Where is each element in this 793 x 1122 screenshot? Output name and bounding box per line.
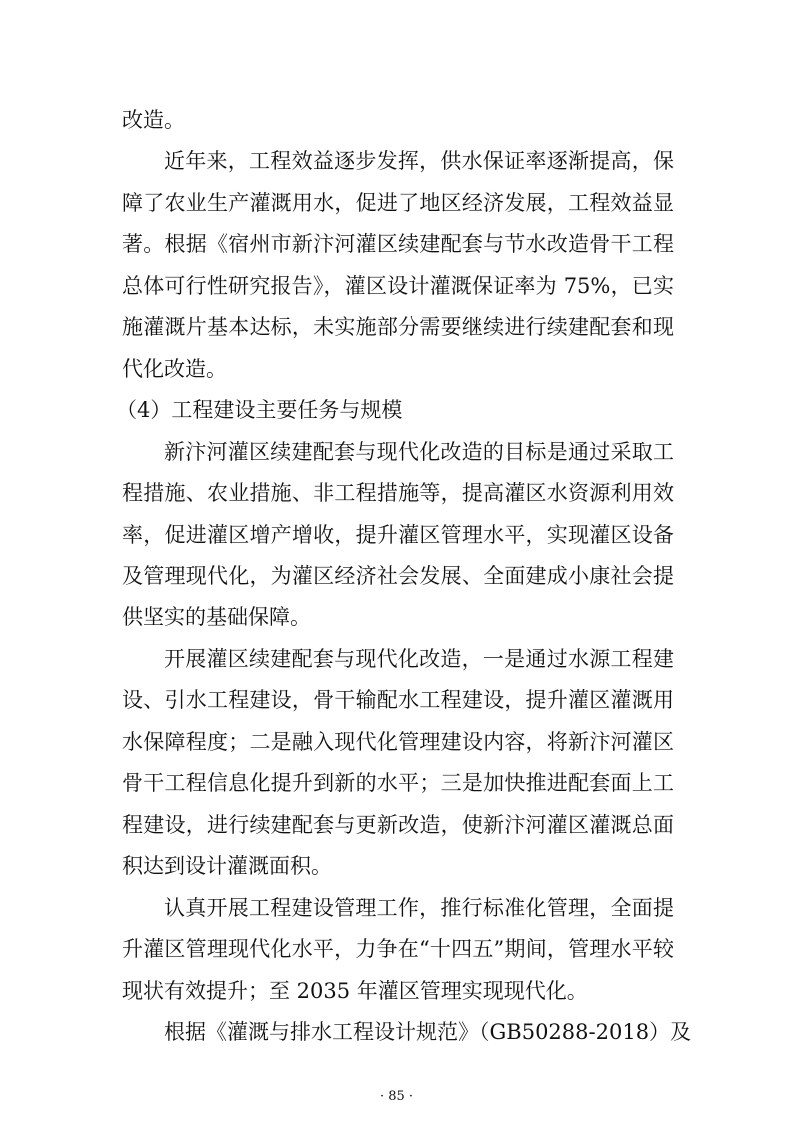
text-line: 水保障程度；二是融入现代化管理建设内容，将新汴河灌区: [122, 730, 674, 754]
text-line: 现状有效提升；至 2035 年灌区管理实现现代化。: [122, 979, 588, 1003]
paragraph-first-line: 近年来，工程效益逐步发挥，供水保证率逐渐提高，保: [164, 149, 674, 173]
text-line: 率，促进灌区增产增收，提升灌区管理水平，实现灌区设备: [122, 523, 674, 547]
paragraph-first-line: 开展灌区续建配套与现代化改造，一是通过水源工程建: [164, 647, 674, 671]
text-line: 及管理现代化，为灌区经济社会发展、全面建成小康社会提: [122, 564, 674, 588]
text-line: 骨干工程信息化提升到新的水平；三是加快推进配套面上工: [122, 771, 674, 795]
text-line: 程建设，进行续建配套与更新改造，使新汴河灌区灌溉总面: [122, 813, 674, 837]
text-line: 积达到设计灌溉面积。: [122, 854, 332, 878]
text-line: 升灌区管理现代化水平，力争在“十四五”期间，管理水平较: [122, 937, 674, 961]
text-line: 代化改造。: [122, 357, 227, 381]
text-line: 改造。: [122, 108, 185, 132]
text-line: 障了农业生产灌溉用水，促进了地区经济发展，工程效益显: [122, 191, 674, 215]
text-line: 供坚实的基础保障。: [122, 605, 311, 629]
paragraph-first-line: 新汴河灌区续建配套与现代化改造的目标是通过采取工: [164, 440, 674, 464]
text-line: 著。根据《宿州市新汴河灌区续建配套与节水改造骨干工程: [122, 232, 674, 256]
page-number: · 85 ·: [379, 1089, 414, 1104]
text-line: 施灌溉片基本达标，未实施部分需要继续进行续建配套和现: [122, 315, 674, 339]
section-heading: （4）工程建设主要任务与规模: [116, 398, 403, 422]
text-line: 总体可行性研究报告》，灌区设计灌溉保证率为 75%，已实: [122, 274, 674, 298]
text-line: 设、引水工程建设，骨干输配水工程建设，提升灌区灌溉用: [122, 688, 674, 712]
text-line: 程措施、农业措施、非工程措施等，提高灌区水资源利用效: [122, 481, 674, 505]
paragraph-first-line: 根据《灌溉与排水工程设计规范》（GB50288-2018）及: [164, 1020, 692, 1044]
paragraph-first-line: 认真开展工程建设管理工作，推行标准化管理，全面提: [164, 896, 674, 920]
